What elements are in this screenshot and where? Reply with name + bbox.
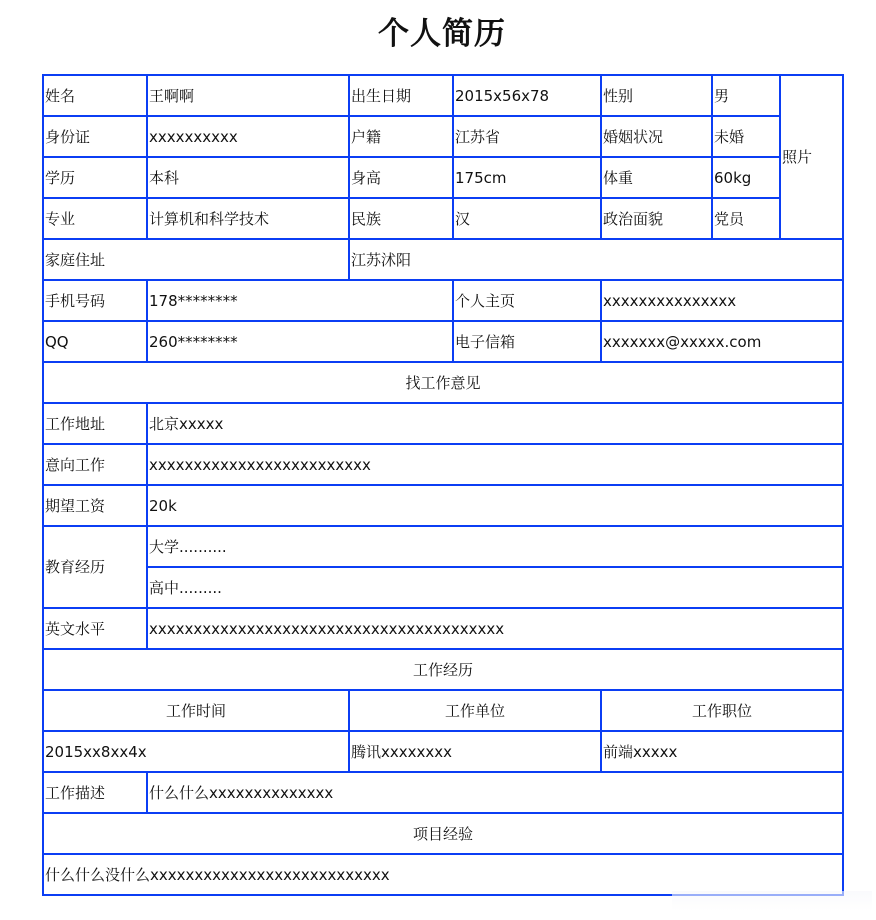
work-description-value: 什么什么xxxxxxxxxxxxxx xyxy=(147,772,843,813)
major-label: 专业 xyxy=(43,198,147,239)
expected-salary-label: 期望工资 xyxy=(43,485,147,526)
id-value: xxxxxxxxxx xyxy=(147,116,349,157)
political-value: 党员 xyxy=(712,198,780,239)
height-label: 身高 xyxy=(349,157,453,198)
education-item-highschool: 高中......... xyxy=(147,567,843,608)
work-location-value: 北京xxxxx xyxy=(147,403,843,444)
table-row xyxy=(43,198,843,239)
table-row xyxy=(43,485,843,526)
work-time-header: 工作时间 xyxy=(43,690,349,731)
ethnicity-value: 汉 xyxy=(453,198,601,239)
work-description-label: 工作描述 xyxy=(43,772,147,813)
table-row xyxy=(43,772,843,813)
work-company-value: 腾讯xxxxxxxx xyxy=(349,731,601,772)
marital-value: 未婚 xyxy=(712,116,780,157)
job-intent-section-title: 找工作意见 xyxy=(43,362,843,403)
page-title: 个人简历 xyxy=(378,16,506,52)
table-row xyxy=(43,526,843,567)
phone-label: 手机号码 xyxy=(43,280,147,321)
section-header-row xyxy=(43,649,843,690)
projects-section-title: 项目经验 xyxy=(43,813,843,854)
marital-label: 婚姻状况 xyxy=(601,116,712,157)
homepage-value: xxxxxxxxxxxxxxx xyxy=(601,280,843,321)
table-header-row xyxy=(43,690,843,731)
gender-value: 男 xyxy=(712,75,780,116)
table-row xyxy=(43,157,843,198)
ethnicity-label: 民族 xyxy=(349,198,453,239)
desired-position-label: 意向工作 xyxy=(43,444,147,485)
address-value: 江苏沭阳 xyxy=(349,239,843,280)
weight-value: 60kg xyxy=(712,157,780,198)
work-position-value: 前端xxxxx xyxy=(601,731,843,772)
height-value: 175cm xyxy=(453,157,601,198)
table-row xyxy=(43,608,843,649)
qq-label: QQ xyxy=(43,321,147,362)
major-value: 计算机和科学技术 xyxy=(147,198,349,239)
birth-value: 2015x56x78 xyxy=(453,75,601,116)
desired-position-value: xxxxxxxxxxxxxxxxxxxxxxxxx xyxy=(147,444,843,485)
section-header-row xyxy=(43,813,843,854)
birth-label: 出生日期 xyxy=(349,75,453,116)
photo-cell: 照片 xyxy=(780,75,843,239)
table-row xyxy=(43,116,843,157)
education-label: 教育经历 xyxy=(43,526,147,608)
table-row xyxy=(43,444,843,485)
phone-value: 178******** xyxy=(147,280,453,321)
weight-label: 体重 xyxy=(601,157,712,198)
expected-salary-value: 20k xyxy=(147,485,843,526)
work-position-header: 工作职位 xyxy=(601,690,843,731)
table-row xyxy=(43,239,843,280)
qq-value: 260******** xyxy=(147,321,453,362)
table-row xyxy=(43,731,843,772)
degree-value: 本科 xyxy=(147,157,349,198)
hometown-value: 江苏省 xyxy=(453,116,601,157)
homepage-label: 个人主页 xyxy=(453,280,601,321)
english-level-value: xxxxxxxxxxxxxxxxxxxxxxxxxxxxxxxxxxxxxxxx xyxy=(147,608,843,649)
table-row xyxy=(43,854,843,895)
gender-label: 性别 xyxy=(601,75,712,116)
work-experience-section-title: 工作经历 xyxy=(43,649,843,690)
political-label: 政治面貌 xyxy=(601,198,712,239)
table-row xyxy=(43,567,843,608)
degree-label: 学历 xyxy=(43,157,147,198)
projects-content: 什么什么没什么xxxxxxxxxxxxxxxxxxxxxxxxxxx xyxy=(43,854,843,895)
address-label: 家庭住址 xyxy=(43,239,349,280)
name-value: 王啊啊 xyxy=(147,75,349,116)
table-row xyxy=(43,280,843,321)
work-time-value: 2015xx8xx4x xyxy=(43,731,349,772)
section-header-row xyxy=(43,362,843,403)
email-label: 电子信箱 xyxy=(453,321,601,362)
hometown-label: 户籍 xyxy=(349,116,453,157)
table-row xyxy=(43,403,843,444)
faint-overlay xyxy=(672,891,872,911)
work-company-header: 工作单位 xyxy=(349,690,601,731)
education-item-university: 大学.......... xyxy=(147,526,843,567)
english-level-label: 英文水平 xyxy=(43,608,147,649)
table-row xyxy=(43,75,843,116)
id-label: 身份证 xyxy=(43,116,147,157)
email-value: xxxxxxx@xxxxx.com xyxy=(601,321,843,362)
name-label: 姓名 xyxy=(43,75,147,116)
resume-table xyxy=(42,74,844,896)
work-location-label: 工作地址 xyxy=(43,403,147,444)
table-row xyxy=(43,321,843,362)
